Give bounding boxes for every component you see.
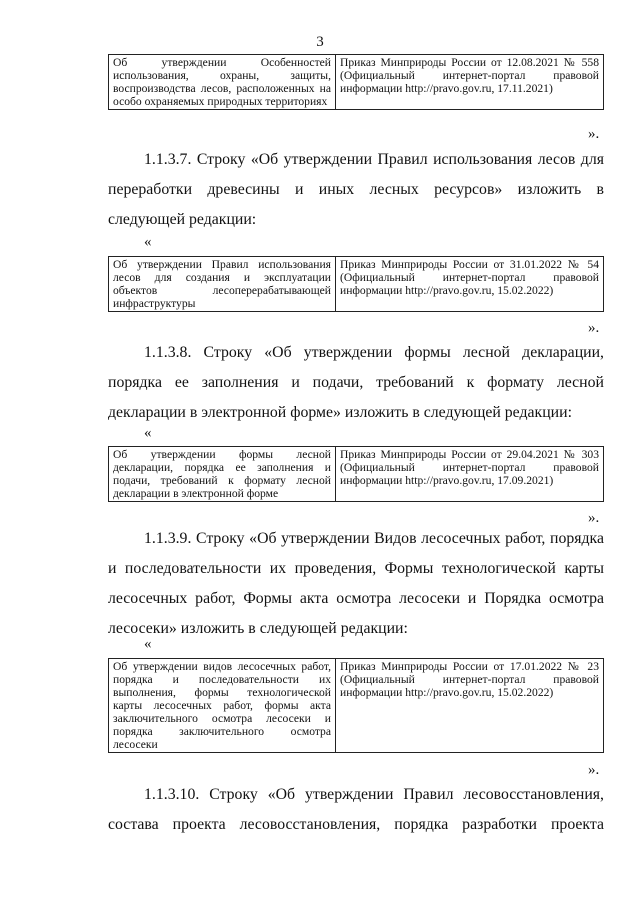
table-cell-source: Приказ Минприроды России от 12.08.2021 № 558 (Официальный интернет-портал правовой информации http://pravo.gov.ru, 17.11.2021) [336,55,604,110]
opening-quote: « [144,425,152,441]
page-number: 3 [316,34,324,50]
closing-quote: ». [588,762,600,778]
paragraph-1-1-3-9: 1.1.3.9. Строку «Об утверждении Видов лесосечных работ, порядка и последовательности их проведения, Формы технологической карты лесосечных работ, Формы акта осмотра лесосеки и Порядка осмотра лесосеки» изложить в следующей редакции: [108,530,604,637]
table-row-4 [108,658,604,753]
closing-quote: ». [588,320,600,336]
table-row-3 [108,446,604,502]
table-row-2 [108,256,604,312]
paragraph-1-1-3-10: 1.1.3.10. Строку «Об утверждении Правил лесовосстановления, состава проекта лесовосстановления, порядка разработки проекта [108,786,604,833]
table-row-1 [108,54,604,110]
table-cell-title: Об утверждении формы лесной декларации, порядка ее заполнения и подачи, требований к формату лесной декларации в электронной форме [109,447,336,502]
table-cell-source: Приказ Минприроды России от 31.01.2022 № 54 (Официальный интернет-портал правовой информации http://pravo.gov.ru, 15.02.2022) [336,257,604,312]
opening-quote: « [144,636,152,652]
table-cell-title: Об утверждении Особенностей использования, охраны, защиты, воспроизводства лесов, расположенных на особо охраняемых природных территориях [109,55,336,110]
paragraph-1-1-3-8: 1.1.3.8. Строку «Об утверждении формы лесной декларации, порядка ее заполнения и подачи, требований к формату лесной декларации в электронной форме» изложить в следующей редакции: [108,344,604,421]
opening-quote: « [144,234,152,250]
table-cell-title: Об утверждении Правил использования лесов для создания и эксплуатации объектов лесоперерабатывающей инфраструктуры [109,257,336,312]
closing-quote: ». [588,126,600,142]
table-cell-source: Приказ Минприроды России от 17.01.2022 № 23 (Официальный интернет-портал правовой информации http://pravo.gov.ru, 15.02.2022) [336,659,604,753]
table-cell-source: Приказ Минприроды России от 29.04.2021 № 303 (Официальный интернет-портал правовой информации http://pravo.gov.ru, 17.09.2021) [336,447,604,502]
paragraph-1-1-3-7: 1.1.3.7. Строку «Об утверждении Правил использования лесов для переработки древесины и иных лесных ресурсов» изложить в следующей редакции: [108,151,604,228]
table-cell-title: Об утверждении видов лесосечных работ, порядка и последовательности их выполнения, формы технологической карты лесосечных работ, формы акта заключительного осмотра лесосеки и порядка заключительного осмотра лесосеки [109,659,336,753]
closing-quote: ». [588,510,600,526]
